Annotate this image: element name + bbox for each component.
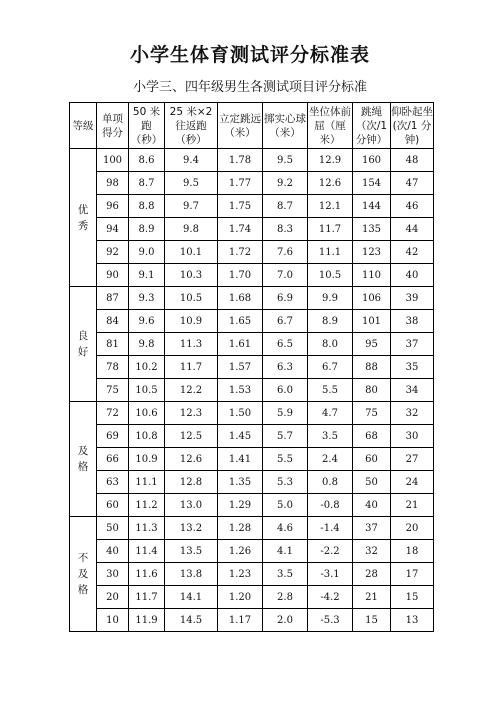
table-cell: 87	[97, 287, 129, 310]
table-cell: 11.7	[129, 586, 165, 609]
table-cell: 7.0	[263, 264, 308, 287]
table-cell: 81	[97, 333, 129, 356]
table-cell: 10.5	[165, 287, 218, 310]
table-cell: 9.7	[165, 195, 218, 218]
table-cell: 75	[353, 402, 391, 425]
table-cell: 30	[97, 563, 129, 586]
table-cell: 13.8	[165, 563, 218, 586]
table-row	[70, 425, 434, 448]
table-cell: 11.7	[308, 218, 353, 241]
table-cell: 7.6	[263, 241, 308, 264]
table-cell: 10.5	[308, 264, 353, 287]
table-cell: 40	[97, 540, 129, 563]
table-cell: -1.4	[308, 517, 353, 540]
table-row	[70, 264, 434, 287]
table-cell: 20	[391, 517, 434, 540]
table-cell: 15	[353, 609, 391, 632]
table-cell: 1.29	[218, 494, 263, 517]
table-cell: 1.77	[218, 172, 263, 195]
table-cell: 78	[97, 356, 129, 379]
table-cell: 9.8	[165, 218, 218, 241]
grade-label: 良好	[77, 330, 89, 358]
table-cell: 2.8	[263, 586, 308, 609]
table-cell: 80	[353, 379, 391, 402]
table-cell: 8.3	[263, 218, 308, 241]
table-cell: 30	[391, 425, 434, 448]
table-cell: 13.5	[165, 540, 218, 563]
table-cell: 12.1	[308, 195, 353, 218]
table-cell: 10.9	[129, 448, 165, 471]
table-cell: 9.3	[129, 287, 165, 310]
table-cell: 47	[391, 172, 434, 195]
table-cell: 13.2	[165, 517, 218, 540]
table-cell: 75	[97, 379, 129, 402]
table-cell: 4.1	[263, 540, 308, 563]
table-cell: 1.45	[218, 425, 263, 448]
table-cell: 5.5	[308, 379, 353, 402]
table-cell: 11.2	[129, 494, 165, 517]
table-cell: 92	[97, 241, 129, 264]
table-cell: 9.0	[129, 241, 165, 264]
header-rope-skip: 跳绳（次/1 分钟）	[353, 103, 391, 149]
table-cell: 14.5	[165, 609, 218, 632]
grade-cell	[70, 402, 97, 517]
table-row	[70, 563, 434, 586]
table-cell: 40	[353, 494, 391, 517]
table-cell: 11.6	[129, 563, 165, 586]
table-row	[70, 333, 434, 356]
table-cell: 1.50	[218, 402, 263, 425]
table-cell: 8.9	[129, 218, 165, 241]
table-cell: 10.2	[129, 356, 165, 379]
table-cell: 135	[353, 218, 391, 241]
table-cell: 12.8	[165, 471, 218, 494]
table-cell: 21	[391, 494, 434, 517]
table-cell: 35	[391, 356, 434, 379]
table-cell: 2.0	[263, 609, 308, 632]
table-cell: 1.53	[218, 379, 263, 402]
scoring-table	[69, 102, 434, 632]
table-row	[70, 448, 434, 471]
table-cell: 8.7	[263, 195, 308, 218]
table-cell: 8.9	[308, 310, 353, 333]
table-cell: 98	[97, 172, 129, 195]
table-row	[70, 609, 434, 632]
table-cell: 18	[391, 540, 434, 563]
table-cell: 8.7	[129, 172, 165, 195]
table-cell: 6.3	[263, 356, 308, 379]
table-cell: 13	[391, 609, 434, 632]
grade-label: 及格	[77, 445, 89, 473]
table-cell: 123	[353, 241, 391, 264]
grade-cell	[70, 287, 97, 402]
table-cell: -5.3	[308, 609, 353, 632]
table-row	[70, 241, 434, 264]
table-cell: 60	[97, 494, 129, 517]
table-cell: 84	[97, 310, 129, 333]
table-cell: 40	[391, 264, 434, 287]
table-cell: 50	[97, 517, 129, 540]
table-row	[70, 218, 434, 241]
table-cell: -2.2	[308, 540, 353, 563]
table-cell: 9.9	[308, 287, 353, 310]
table-cell: 46	[391, 195, 434, 218]
table-cell: 1.78	[218, 149, 263, 172]
table-cell: 9.4	[165, 149, 218, 172]
table-row	[70, 540, 434, 563]
table-cell: 6.7	[308, 356, 353, 379]
table-cell: 6.0	[263, 379, 308, 402]
table-cell: 12.2	[165, 379, 218, 402]
table-cell: 11.1	[129, 471, 165, 494]
table-cell: 11.7	[165, 356, 218, 379]
table-cell: 9.2	[263, 172, 308, 195]
table-cell: 12.3	[165, 402, 218, 425]
table-cell: 4.7	[308, 402, 353, 425]
table-cell: 10.8	[129, 425, 165, 448]
table-cell: 1.72	[218, 241, 263, 264]
table-cell: 100	[97, 149, 129, 172]
table-cell: 69	[97, 425, 129, 448]
header-row	[70, 103, 434, 149]
table-cell: 66	[97, 448, 129, 471]
table-cell: 160	[353, 149, 391, 172]
table-cell: 27	[391, 448, 434, 471]
table-row	[70, 402, 434, 425]
table-row	[70, 149, 434, 172]
table-cell: 106	[353, 287, 391, 310]
header-sit-and-reach: 坐位体前屈（厘米）	[308, 103, 353, 149]
table-cell: 32	[353, 540, 391, 563]
header-score: 单项得分	[97, 103, 129, 149]
table-cell: 1.70	[218, 264, 263, 287]
document-title: 小学生体育测试评分标准表	[129, 44, 370, 66]
table-cell: 1.68	[218, 287, 263, 310]
table-cell: 1.26	[218, 540, 263, 563]
table-cell: 48	[391, 149, 434, 172]
table-cell: 5.7	[263, 425, 308, 448]
table-cell: 9.6	[129, 310, 165, 333]
table-cell: 5.3	[263, 471, 308, 494]
table-row	[70, 471, 434, 494]
header-grade: 等级	[70, 103, 97, 149]
table-cell: 37	[353, 517, 391, 540]
grade-cell	[70, 517, 97, 632]
header-sit-ups: 仰卧起坐(次/1 分钟)	[391, 103, 434, 149]
table-row	[70, 586, 434, 609]
table-cell: 2.4	[308, 448, 353, 471]
table-cell: 11.4	[129, 540, 165, 563]
table-cell: 10.3	[165, 264, 218, 287]
table-cell: -3.1	[308, 563, 353, 586]
table-cell: -4.2	[308, 586, 353, 609]
table-cell: 5.5	[263, 448, 308, 471]
header-long-jump: 立定跳远（米）	[218, 103, 263, 149]
table-cell: 144	[353, 195, 391, 218]
table-cell: 50	[353, 471, 391, 494]
table-cell: 9.5	[263, 149, 308, 172]
table-cell: 96	[97, 195, 129, 218]
table-cell: 8.8	[129, 195, 165, 218]
table-cell: 1.28	[218, 517, 263, 540]
table-cell: 10	[97, 609, 129, 632]
table-cell: 10.5	[129, 379, 165, 402]
table-cell: 101	[353, 310, 391, 333]
table-cell: 6.9	[263, 287, 308, 310]
table-cell: 95	[353, 333, 391, 356]
table-cell: 9.8	[129, 333, 165, 356]
table-cell: 17	[391, 563, 434, 586]
table-cell: 12.6	[165, 448, 218, 471]
table-cell: 44	[391, 218, 434, 241]
table-cell: 20	[97, 586, 129, 609]
table-cell: 21	[353, 586, 391, 609]
table-cell: 1.17	[218, 609, 263, 632]
table-row	[70, 172, 434, 195]
table-cell: 1.41	[218, 448, 263, 471]
table-cell: 13.0	[165, 494, 218, 517]
table-cell: 0.8	[308, 471, 353, 494]
table-cell: 1.57	[218, 356, 263, 379]
table-cell: 32	[391, 402, 434, 425]
grade-label: 优秀	[77, 203, 89, 232]
table-cell: 8.6	[129, 149, 165, 172]
table-cell: 38	[391, 310, 434, 333]
table-row	[70, 379, 434, 402]
table-row	[70, 494, 434, 517]
table-cell: 6.7	[263, 310, 308, 333]
table-cell: 12.5	[165, 425, 218, 448]
header-ball-throw: 掷实心球（米）	[263, 103, 308, 149]
table-cell: 24	[391, 471, 434, 494]
header-50m-run: 50 米跑（秒）	[129, 103, 165, 149]
table-row	[70, 310, 434, 333]
table-cell: 11.1	[308, 241, 353, 264]
table-cell: 11.3	[165, 333, 218, 356]
grade-cell	[70, 149, 97, 287]
table-cell: 37	[391, 333, 434, 356]
table-row	[70, 356, 434, 379]
table-cell: 6.5	[263, 333, 308, 356]
table-row	[70, 287, 434, 310]
table-cell: 1.75	[218, 195, 263, 218]
table-cell: 39	[391, 287, 434, 310]
table-cell: 63	[97, 471, 129, 494]
table-cell: 1.35	[218, 471, 263, 494]
grade-label: 不及格	[77, 552, 89, 596]
table-cell: 15	[391, 586, 434, 609]
table-cell: 34	[391, 379, 434, 402]
table-cell: 88	[353, 356, 391, 379]
table-cell: 90	[97, 264, 129, 287]
table-cell: 1.23	[218, 563, 263, 586]
table-body	[70, 149, 434, 632]
table-cell: 8.0	[308, 333, 353, 356]
table-cell: 5.9	[263, 402, 308, 425]
table-cell: 9.5	[165, 172, 218, 195]
table-cell: 10.6	[129, 402, 165, 425]
table-cell: 72	[97, 402, 129, 425]
table-cell: 14.1	[165, 586, 218, 609]
table-cell: 12.9	[308, 149, 353, 172]
table-cell: 60	[353, 448, 391, 471]
table-cell: 10.9	[165, 310, 218, 333]
table-cell: 28	[353, 563, 391, 586]
table-cell: 110	[353, 264, 391, 287]
table-cell: 10.1	[165, 241, 218, 264]
table-cell: 68	[353, 425, 391, 448]
table-cell: 4.6	[263, 517, 308, 540]
document-subtitle: 小学三、四年级男生各测试项目评分标准	[132, 80, 367, 95]
table-row	[70, 517, 434, 540]
table-row	[70, 195, 434, 218]
table-cell: 154	[353, 172, 391, 195]
table-cell: 5.0	[263, 494, 308, 517]
table-cell: 1.61	[218, 333, 263, 356]
header-shuttle-run: 25 米×2 往返跑（秒）	[165, 103, 218, 149]
table-cell: 94	[97, 218, 129, 241]
table-cell: 11.9	[129, 609, 165, 632]
table-cell: 11.3	[129, 517, 165, 540]
table-cell: 1.20	[218, 586, 263, 609]
table-cell: 3.5	[308, 425, 353, 448]
table-cell: -0.8	[308, 494, 353, 517]
table-cell: 12.6	[308, 172, 353, 195]
table-cell: 1.65	[218, 310, 263, 333]
table-cell: 9.1	[129, 264, 165, 287]
table-cell: 42	[391, 241, 434, 264]
table-cell: 3.5	[263, 563, 308, 586]
table-cell: 1.74	[218, 218, 263, 241]
